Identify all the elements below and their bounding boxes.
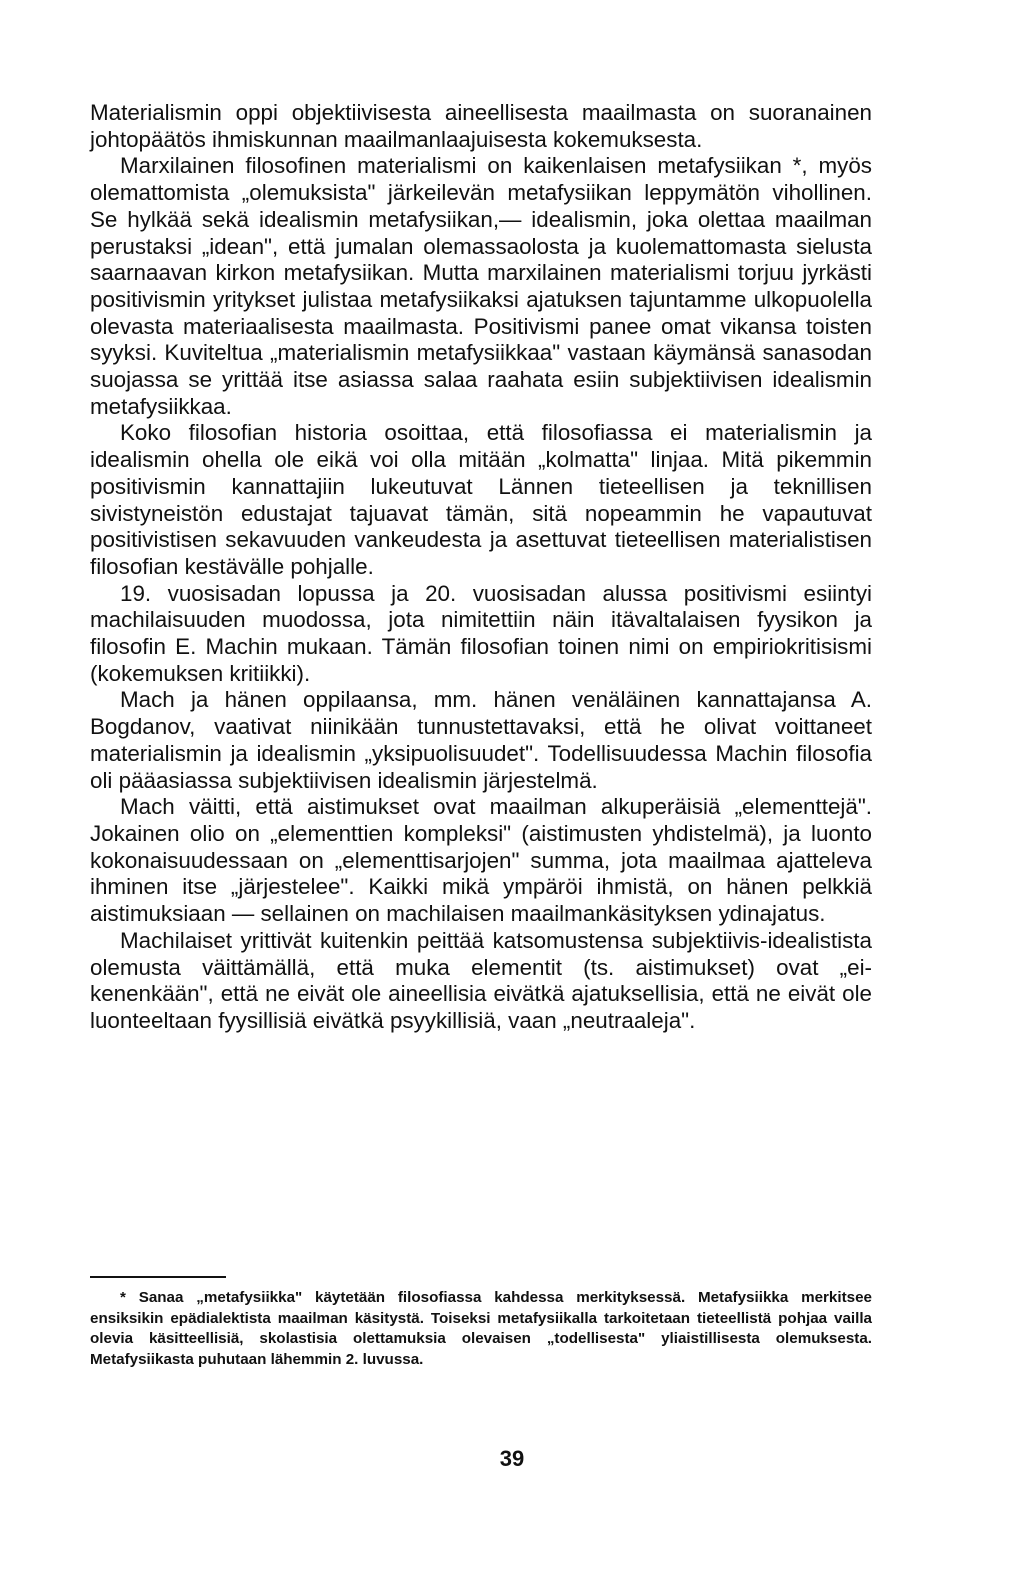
- page-number: 39: [499, 1446, 525, 1471]
- paragraph-7: Machilaiset yrittivät kuitenkin peittää katsomustensa subjektiivis-idealistista olemusta väittämällä, että muka elementit (ts. aistimukset) ovat „ei-kenenkään", että ne eivät ole aineellisia eivätkä ajatuksellisia, että ne eivät ole luonteeltaan fyysillisiä eivätkä psyykillisiä, vaan „neutraaleja".: [90, 927, 872, 1033]
- paragraph-3: Koko filosofian historia osoittaa, että filosofiassa ei materialismin ja idealismin ohella ole eikä voi olla mitään „kolmatta" linjaa. Mitä pikemmin positivismin kannattajiin lukeutuvat Lännen tieteellisen ja teknillisen sivistyneistön edustajat tajuavat tämän, sitä nopeammin he vapautuvat positivistisen sekavuuden vankeudesta ja asettuvat tieteellisen materialistisen filosofian kestävälle pohjalle.: [90, 420, 872, 579]
- paragraph-2: Marxilainen filosofinen materialismi on kaikenlaisen metafysiikan *, myös olemattomista „olemuksista" järkeilevän metafysiikan leppymätön vihollinen. Se hylkää sekä idealismin metafysiikan,— idealismin, joka olettaa maailman perustaksi „idean", että jumalan olemassaolosta ja kuolemattomasta sielusta saarnaavan kirkon metafysiikan. Mutta marxilainen materialismi torjuu jyrkästi positivismin yritykset julistaa metafysiikaksi ajatuksen tajuntamme ulkopuolella olevasta materiaalisesta maailmasta. Positivismi panee omat vikansa toisten syyksi. Kuviteltua „materialismin metafysiikkaa" vastaan käymänsä sanasodan suojassa se yrittää itse asiassa salaa raahata esiin subjektiivisen idealismin metafysiikkaa.: [90, 153, 872, 419]
- footnote-block: [90, 1288, 872, 1370]
- paragraph-6: Mach väitti, että aistimukset ovat maailman alkuperäisiä „elementtejä". Jokainen olio on „elementtien kompleksi" (aistimusten yhdistelmä), ja luonto kokonaisuudessaan on „elementtisarjojen" summa, jota maailmaa ajatteleva ihminen itse „järjestelee". Kaikki mikä ympäröi ihmistä, on hänen pelkkiä aistimuksiaan — sellainen on machilaisen maailmankäsityksen ydinajatus.: [90, 794, 872, 927]
- paragraph-1: Materialismin oppi objektiivisesta aineellisesta maailmasta on suoranainen johtopäätös ihmiskunnan maailmanlaajuisesta kokemuksesta.: [90, 100, 872, 152]
- body-text: [90, 100, 872, 1035]
- footnote: * Sanaa „metafysiikka" käytetään filosofiassa kahdessa merkityksessä. Metafysiikka merkitsee ensiksikin epädialektista maailman käsitystä. Toiseksi metafysiikalla tarkoitetaan tieteellistä pohjaa vailla olevia käsitteellisiä, skolastisia olettamuksia olevaisen „todellisesta" yliaistillisesta olemuksesta. Metafysiikasta puhutaan lähemmin 2. luvussa.: [90, 1289, 872, 1368]
- paragraph-5: Mach ja hänen oppilaansa, mm. hänen venäläinen kannattajansa A. Bogdanov, vaativat niinikään tunnustettavaksi, että he olivat voittaneet materialismin ja idealismin „yksipuolisuudet". Todellisuudessa Machin filosofia oli pääasiassa subjektiivisen idealismin järjestelmä.: [90, 687, 872, 793]
- paragraph-4: 19. vuosisadan lopussa ja 20. vuosisadan alussa positivismi esiintyi machilaisuuden muodossa, jota nimitettiin näin itävaltalaisen fyysikon ja filosofin E. Machin mukaan. Tämän filosofian toinen nimi on empiriokritisismi (kokemuksen kritiikki).: [90, 580, 872, 686]
- footnote-divider: [90, 1276, 226, 1278]
